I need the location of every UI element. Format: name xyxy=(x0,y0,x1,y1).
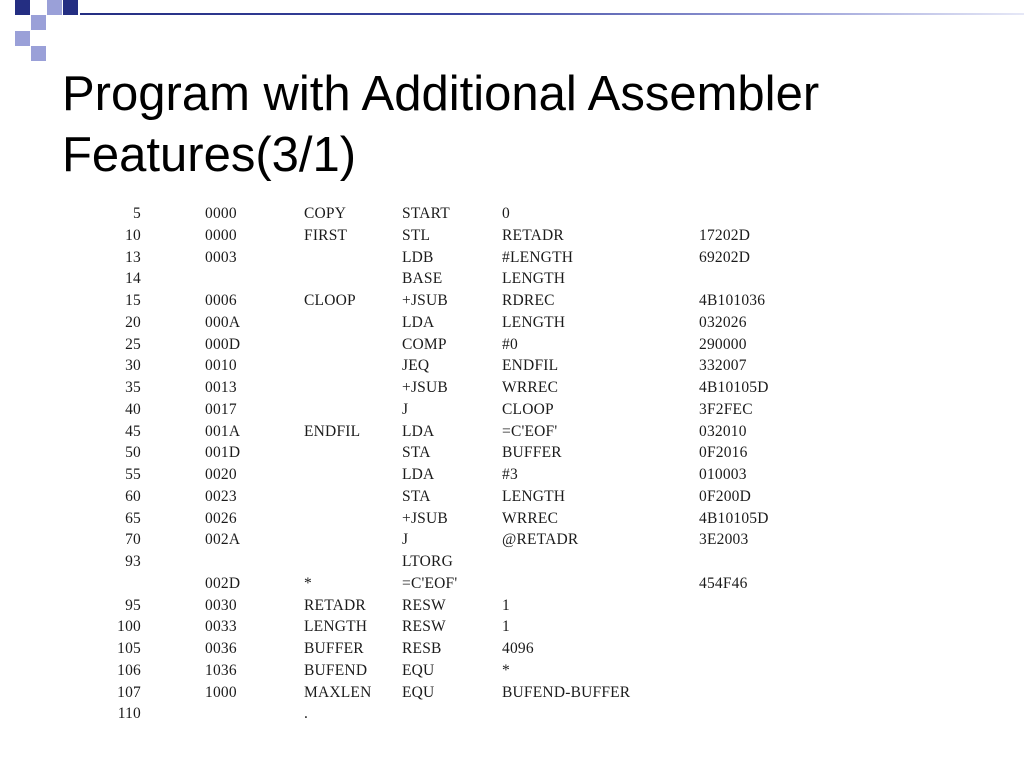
line-number: 70 xyxy=(125,531,141,549)
operand-field: CLOOP xyxy=(502,400,554,418)
listing-row xyxy=(0,292,1024,314)
location-counter: 000D xyxy=(205,335,241,353)
listing-row xyxy=(0,466,1024,488)
object-code: 17202D xyxy=(699,226,751,244)
listing-row xyxy=(0,205,1024,227)
operand-field: =C'EOF' xyxy=(502,422,558,440)
line-number: 40 xyxy=(125,400,141,418)
line-number: 14 xyxy=(125,270,141,288)
operand-field: RETADR xyxy=(502,226,564,244)
operand-field: BUFEND-BUFFER xyxy=(502,683,631,701)
location-counter: 0026 xyxy=(205,509,237,527)
operand-field: LENGTH xyxy=(502,487,566,505)
listing-row xyxy=(0,444,1024,466)
decorative-square-icon xyxy=(15,0,30,15)
opcode-field: +JSUB xyxy=(402,379,448,396)
location-counter: 002D xyxy=(205,574,241,592)
decorative-square-icon xyxy=(63,0,78,15)
operand-field: #LENGTH xyxy=(502,248,574,266)
decorative-square-icon xyxy=(31,15,46,30)
header-rule xyxy=(80,13,1024,15)
location-counter: 002A xyxy=(205,531,241,549)
opcode-field: START xyxy=(402,205,450,222)
label-field: . xyxy=(304,705,309,723)
listing-row xyxy=(0,336,1024,358)
listing-row xyxy=(0,270,1024,292)
opcode-field: EQU xyxy=(402,683,435,701)
object-code: 454F46 xyxy=(699,574,748,592)
opcode-field: +JSUB xyxy=(402,292,448,309)
location-counter: 001A xyxy=(205,422,241,440)
opcode-field: J xyxy=(402,531,409,549)
listing-row xyxy=(0,510,1024,532)
listing-row xyxy=(0,249,1024,271)
label-field: BUFEND xyxy=(304,661,368,679)
opcode-field: STL xyxy=(402,226,431,244)
listing-row xyxy=(0,227,1024,249)
object-code: 3F2FEC xyxy=(699,400,753,418)
opcode-field: STA xyxy=(402,487,431,505)
line-number: 35 xyxy=(125,379,141,396)
listing-row xyxy=(0,401,1024,423)
listing-row xyxy=(0,640,1024,662)
operand-field: 0 xyxy=(502,205,510,222)
location-counter: 1000 xyxy=(205,683,237,701)
location-counter: 000A xyxy=(205,313,241,331)
operand-field: WRREC xyxy=(502,509,559,527)
listing-row xyxy=(0,705,1024,727)
operand-field: #0 xyxy=(502,335,518,353)
label-field: BUFFER xyxy=(304,640,364,657)
opcode-field: LDA xyxy=(402,422,435,440)
opcode-field: LDA xyxy=(402,466,435,483)
operand-field: #3 xyxy=(502,466,518,483)
line-number: 30 xyxy=(125,357,141,375)
location-counter: 0000 xyxy=(205,226,237,244)
line-number: 95 xyxy=(125,596,141,614)
line-number: 20 xyxy=(125,313,141,331)
operand-field: ENDFIL xyxy=(502,357,559,375)
opcode-field: EQU xyxy=(402,661,435,679)
object-code: 032010 xyxy=(699,422,747,440)
location-counter: 001D xyxy=(205,444,241,462)
operand-field: 4096 xyxy=(502,640,534,657)
object-code: 4B10105D xyxy=(699,379,769,396)
operand-field: LENGTH xyxy=(502,313,566,331)
location-counter: 0000 xyxy=(205,205,237,222)
line-number: 45 xyxy=(125,422,141,440)
location-counter: 1036 xyxy=(205,661,237,679)
line-number: 55 xyxy=(125,466,141,483)
line-number: 100 xyxy=(117,618,141,636)
location-counter: 0023 xyxy=(205,487,237,505)
object-code: 0F200D xyxy=(699,487,752,505)
opcode-field: STA xyxy=(402,444,431,462)
operand-field: 1 xyxy=(502,618,510,636)
line-number: 106 xyxy=(117,661,141,679)
operand-field: * xyxy=(502,661,510,679)
listing-row xyxy=(0,662,1024,684)
location-counter: 0036 xyxy=(205,640,237,657)
label-field: RETADR xyxy=(304,596,366,614)
location-counter: 0013 xyxy=(205,379,237,396)
slide-title-line-1: Program with Additional Assembler xyxy=(62,67,820,121)
slide-title xyxy=(62,64,819,186)
operand-field: WRREC xyxy=(502,379,559,396)
object-code: 290000 xyxy=(699,335,747,353)
operand-field: BUFFER xyxy=(502,444,562,462)
opcode-field: JEQ xyxy=(402,357,430,375)
label-field: CLOOP xyxy=(304,292,356,309)
object-code: 4B10105D xyxy=(699,509,769,527)
line-number: 5 xyxy=(133,205,141,222)
opcode-field: COMP xyxy=(402,335,447,353)
operand-field: RDREC xyxy=(502,292,555,309)
listing-row xyxy=(0,423,1024,445)
opcode-field: RESB xyxy=(402,640,442,657)
line-number: 50 xyxy=(125,444,141,462)
object-code: 332007 xyxy=(699,357,747,375)
listing-row xyxy=(0,357,1024,379)
opcode-field: LDA xyxy=(402,313,435,331)
location-counter: 0003 xyxy=(205,248,237,266)
line-number: 93 xyxy=(125,553,141,570)
label-field: ENDFIL xyxy=(304,422,361,440)
opcode-field: LTORG xyxy=(402,553,453,570)
label-field: * xyxy=(304,574,312,592)
listing-row xyxy=(0,531,1024,553)
decorative-square-icon xyxy=(15,31,30,46)
object-code: 69202D xyxy=(699,248,751,266)
listing-row xyxy=(0,597,1024,619)
location-counter: 0010 xyxy=(205,357,237,375)
object-code: 3E2003 xyxy=(699,531,749,549)
opcode-field: LDB xyxy=(402,248,434,266)
decorative-square-icon xyxy=(47,0,62,15)
listing-row xyxy=(0,618,1024,640)
object-code: 4B101036 xyxy=(699,292,766,309)
location-counter: 0020 xyxy=(205,466,237,483)
label-field: MAXLEN xyxy=(304,683,372,701)
listing-row xyxy=(0,684,1024,706)
listing-row xyxy=(0,379,1024,401)
operand-field: LENGTH xyxy=(502,270,566,288)
opcode-field: J xyxy=(402,400,409,418)
location-counter: 0030 xyxy=(205,596,237,614)
line-number: 65 xyxy=(125,509,141,527)
opcode-field: =C'EOF' xyxy=(402,574,458,592)
object-code: 010003 xyxy=(699,466,747,483)
label-field: COPY xyxy=(304,205,347,222)
opcode-field: +JSUB xyxy=(402,509,448,527)
line-number: 60 xyxy=(125,487,141,505)
label-field: LENGTH xyxy=(304,618,368,636)
operand-field: @RETADR xyxy=(502,531,579,549)
line-number: 13 xyxy=(125,248,141,266)
location-counter: 0006 xyxy=(205,292,237,309)
line-number: 107 xyxy=(117,683,141,701)
decorative-square-icon xyxy=(31,46,46,61)
opcode-field: BASE xyxy=(402,270,443,288)
object-code: 032026 xyxy=(699,313,747,331)
line-number: 15 xyxy=(125,292,141,309)
listing-row xyxy=(0,314,1024,336)
line-number: 25 xyxy=(125,335,141,353)
location-counter: 0017 xyxy=(205,400,237,418)
operand-field: 1 xyxy=(502,596,510,614)
object-code: 0F2016 xyxy=(699,444,748,462)
line-number: 110 xyxy=(117,705,141,723)
opcode-field: RESW xyxy=(402,618,446,636)
line-number: 10 xyxy=(125,226,141,244)
listing-row xyxy=(0,488,1024,510)
opcode-field: RESW xyxy=(402,596,446,614)
label-field: FIRST xyxy=(304,226,348,244)
listing-row xyxy=(0,575,1024,597)
line-number: 105 xyxy=(117,640,141,657)
listing-row xyxy=(0,553,1024,575)
slide-title-line-2: Features(3/1) xyxy=(62,128,357,182)
location-counter: 0033 xyxy=(205,618,237,636)
